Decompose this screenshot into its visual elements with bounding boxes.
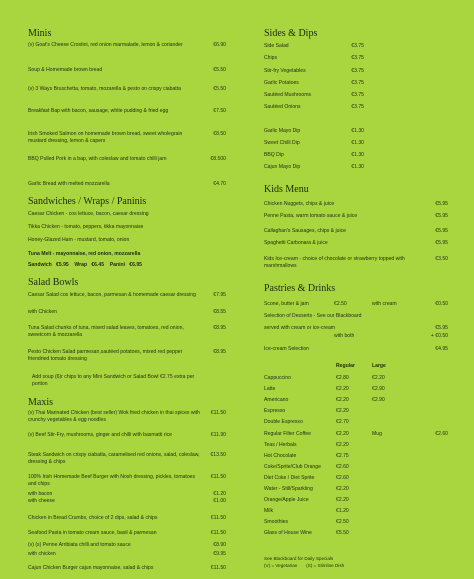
menu-item: with chicken €9.95 [28, 551, 226, 557]
desserts-note: Selection of Desserts - See our Blackboard [264, 313, 362, 319]
menu-item: Chicken Nuggets, chips & juice €5.95 [264, 201, 448, 207]
menu-item: Chicken in Bread Crumbs, choice of 2 dips, salad & chips €11.50 [28, 515, 226, 521]
section-title-pastries: Pastries & Drinks [264, 283, 336, 294]
drink-name: Milk [264, 508, 274, 515]
menu-item: Side Salad €3.75 [264, 43, 364, 49]
specials-note: See Blackboard for Daily Specials [264, 556, 334, 561]
menu-item: with Chicken €8.55 [28, 309, 226, 315]
drink-name: Coke/Sprite/Club Orange [264, 463, 321, 470]
menu-item: Kids Ice-cream - choice of chocolate or strawberry topped with marshmallows €3.50 [264, 256, 448, 269]
menu-item: Caesar Chicken - cos lettuce, bacon, caesar dressing [28, 211, 149, 217]
dip-item: BBQ Dip €1.30 [264, 152, 364, 158]
menu-item: Breakfast Bap with bacon, sausage, white pudding & fried egg €7.50 [28, 108, 226, 114]
menu-item: Tuna Melt - mayonnaise, red onion, mozzarella [28, 251, 141, 257]
drink-name: Espresso [264, 408, 286, 415]
sandwich-prices: Sandwich €5.95 Wrap €6.45 Panini €6.95 [28, 262, 142, 268]
menu-item: Steak Sandwich on crispy ciabatta, caramelised red onions, salad, coleslaw, dressing & chips €13.50 [28, 452, 226, 465]
drink-name: Latte [264, 386, 276, 393]
drink-regular-price: €1.20 [336, 508, 349, 515]
menu-item: Sautéed Onions €3.75 [264, 104, 364, 110]
dip-item: Sweet Chilli Dip €1.30 [264, 140, 364, 146]
drink-regular-price: €2.20 [336, 430, 349, 437]
menu-item: Soup & Homemade brown bread €5.50 [28, 67, 226, 73]
drink-large-price: €2.20 [372, 375, 385, 381]
menu-item: BBQ Pulled Pork in a bap, with coleslaw and tomato chilli jam €8.500 [28, 156, 226, 162]
menu-item: Honey-Glazed Ham - mustard, tomato, onion [28, 237, 130, 243]
menu-item: 100% Irish Homemade Beef Burger with Nosh dressing, pickles, tomatoes and chips €11.50 [28, 474, 226, 487]
drink-name: Glass of House Wine [264, 530, 312, 537]
drink-regular-price: €2.20 [336, 441, 349, 448]
menu-item: Sautéed Mushrooms €3.75 [264, 92, 364, 98]
drink-name: Teas / Herbals [264, 441, 297, 448]
drink-regular-price: €2.20 [336, 486, 349, 492]
drink-extra-price: €2.60 [435, 430, 448, 437]
drink-regular-price: €2.20 [336, 386, 349, 393]
menu-item: Garlic Potatoes €3.75 [264, 80, 364, 86]
menu-item: Tikka Chicken - tomato, peppers, tikka mayonnaise [28, 224, 144, 230]
drink-name: Cappuccino [264, 375, 291, 381]
drink-regular-price: €2.20 [336, 408, 349, 415]
drink-extra-label: Mug [372, 430, 382, 437]
drink-regular-price: €2.80 [336, 375, 349, 381]
drink-name: Orange/Apple Juice [264, 497, 309, 504]
drink-name: Water - Still/Sparkling [264, 486, 313, 492]
menu-item: (v) Goat's Cheese Crostini, red onion marmalade, lemon & coriander €6.90 [28, 42, 226, 48]
menu-item: Penne Pasta, warm tomato sauce & juice €5.95 [264, 213, 448, 219]
menu-item: Irish Smoked Salmon on homemade brown bread, sweet wholegrain mustard dressing, lemon & capers €8.50 [28, 131, 226, 144]
section-title-maxis: Maxis [28, 397, 53, 408]
drink-name: Regular Filter Coffee [264, 430, 311, 437]
menu-item: Seafood Pasta in tomato cream sauce, basil & parmesan €11.50 [28, 530, 226, 536]
drink-large-price: €2.90 [372, 397, 385, 404]
drink-regular-price: €2.60 [336, 474, 349, 481]
drink-name: Hot Chocolate [264, 452, 297, 459]
section-title-kids: Kids Menu [264, 184, 309, 195]
menu-item: with cheese €1.00 [28, 498, 226, 504]
menu-item: Pesto Chicken Salad parmesan,sautéed potatoes, mixed red pepper friendried tomato dressing €8.95 [28, 349, 226, 362]
drink-name: Americano [264, 397, 289, 404]
menu-item: Caesar Salad cos lettuce, bacon, parmesan & homemade caesar dressing €7.95 [28, 292, 226, 298]
drink-regular-price: €2.20 [336, 497, 349, 504]
diet-legend: (V) = Vegetarian (S) = Slimline Dish [264, 563, 345, 568]
dip-item: Cajun Mayo Dip €1.30 [264, 164, 364, 170]
menu-item: Tuna Salad chunks of tuna, mixed salad leaves, tomatoes, red onion, sweetcorn & mozzarella €8.95 [28, 325, 226, 338]
drink-regular-price: €5.50 [336, 530, 349, 537]
menu-item: (v) Thai Marinated Chicken (best seller) Wok fried chicken in thai spices with crunchy vegetables & egg noodles €11.50 [28, 410, 226, 423]
drink-regular-price: €2.70 [336, 419, 349, 426]
menu-item: (v) 3 Ways Bruschetta, tomato, mozarella & pesto on crispy ciabatta €5.50 [28, 86, 226, 92]
section-title-salads: Salad Bowls [28, 277, 79, 288]
menu-item: Garlic Bread with melted mozzarella €4.70 [28, 181, 226, 187]
drink-regular-price: €2.60 [336, 463, 349, 470]
menu-item: Cajun Chicken Burger cajun mayonnaise, salad & chips €11.50 [28, 565, 226, 571]
drink-name: Smoothies [264, 519, 289, 526]
section-title-minis: Minis [28, 28, 52, 39]
menu-item: with bacon €1.20 [28, 491, 226, 497]
drink-regular-price: €2.50 [336, 519, 349, 526]
menu-page: Minis (v) Goat's Cheese Crostini, red onion marmalade, lemon & coriander €6.90 Soup & Homemade brown bread €5.50 (v) 3 Ways Bruschetta, tomato, mozarella & pesto on crispy ciabatta €5.50 Breakfast Bap with bacon, sausage, white pudding & fried egg €7.50 Irish Smoked Salmon on homemade brown bread, sweet wholegrain mustard dressing, lemon & capers €8.50 BBQ Pulled Pork in a bap, with coleslaw and tomato chilli jam €8.500 Garlic Bread with melted mozzarella €4.70 Sandwiches / Wraps / Paninis Caesar Chicken - cos lettuce, bacon, caesar dressing Tikka Chicken - tomato, peppers, tikka mayonnaise Honey-Glazed Ham - mustard, tomato, onion Tuna Melt - mayonnaise, red onion, mozzarella Sandwich €5.95 Wrap €6.45 Panini €6.95 Salad Bowls Caesar Salad cos lettuce, bacon, parmesan & homemade caesar dressing €7.95 with Chicken €8.55 Tuna Salad chunks of tuna, mixed salad leaves, tomatoes, red onion, sweetcorn & mozzarella €8.95 Pesto Chicken Salad parmesan,sautéed potatoes, mixed red pepper friendried tomato dressing €8.95 Add soup (6)r chips to any Mini Sandwich or Salad Bowl €2.75 extra per portion Maxis (v) Thai Marinated Chicken (best seller) Wok fried chicken in thai spices with crunchy vegetables & egg noodles €11.50 (v) Beef Stir-Fry, mushrooms, ginger and chilli with basmatti rice €11.90 Steak Sandwich on crispy ciabatta, caramelised red onions, salad, coleslaw, dressing & chips €13.50 100% Irish Homemade Beef Burger with Nosh dressing, pickles, tomatoes and chips €11.50 with bacon €1.20 with cheese €1.00 Chicken in Bread Crumbs, choice of 2 dips, salad & chips €11.50 Seafood Pasta in tomato cream sauce, basil & parmesan €11.50 (v) (s) Penne Arribiata chilli and tomato sauce €8.90 with chicken €9.95 Cajun Chicken Burger cajun mayonnaise, salad & chips €11.50 Sides & Dips Side Salad €3.75 Chips €3.75 Stir-fry Vegetables €3.75 Garlic Potatoes €3.75 Sautéed Mushrooms €3.75 Sautéed Onions €3.75 Garlic Mayo Dip €1.30 Sweet Chilli Dip €1.30 BBQ Dip €1.30 Cajun Mayo Dip €1.30 Kids Menu Chicken Nuggets, chips & juice €5.95 Penne Pasta, warm tomato sauce & juice €5.95 Callaghan's Sausages, chips & juice €5.95 Spaghetti Carbonara & juice €5.95 Kids Ice-cream - choice of chocolate or strawberry topped with marshmallows €3.50 Pastries & Drinks Scone, butter & jam €2.50 with cream €0.50 Selection of Desserts - See our Blackboard served with cream or ice-cream €5.95 with both + €0.50 Ice-cream Selection €4.95 Regular Large Cappuccino €2.80 €2.20 Latte €2.20 €2.90 Americano €2.20 €2.90 Espresso €2.20 Double Espresso €2.70 Regular Filter Coffee €2.20 Mug €2.60 Teas / Herbals €2.20 Hot Chocolate €2.75 Coke/Sprite/Club Orange €2.60 Diet Coke / Diet Sprite €2.60 Water - Still/Sparkling €2.20 Orange/Apple Juice €2.20 Milk €1.20 Smoothies €2.50 Glass of House Wine €5.50 See Blackboard for Daily Specials (V) = Vegetarian (S) = Slimline Dish [28, 28, 448, 571]
menu-item: Stir-fry Vegetables €3.75 [264, 68, 364, 74]
menu-item: Spaghetti Carbonara & juice €5.95 [264, 240, 448, 246]
section-title-sides: Sides & Dips [264, 28, 318, 39]
menu-item: Callaghan's Sausages, chips & juice €5.95 [264, 228, 448, 234]
drink-large-price: €2.90 [372, 386, 385, 393]
section-title-sandwiches: Sandwiches / Wraps / Paninis [28, 196, 147, 207]
drink-name: Double Espresso [264, 419, 303, 426]
salad-note: Add soup (6)r chips to any Mini Sandwich or Salad Bowl €2.75 extra per portion [32, 374, 195, 387]
drink-regular-price: €2.75 [336, 452, 349, 459]
drink-name: Diet Coke / Diet Sprite [264, 474, 315, 481]
dip-item: Garlic Mayo Dip €1.30 [264, 128, 364, 134]
drink-regular-price: €2.20 [336, 397, 349, 404]
menu-item: (v) Beef Stir-Fry, mushrooms, ginger and chilli with basmatti rice €11.90 [28, 432, 226, 438]
menu-item: Chips €3.75 [264, 55, 364, 61]
menu-item: (v) (s) Penne Arribiata chilli and tomato sauce €8.90 [28, 542, 226, 548]
